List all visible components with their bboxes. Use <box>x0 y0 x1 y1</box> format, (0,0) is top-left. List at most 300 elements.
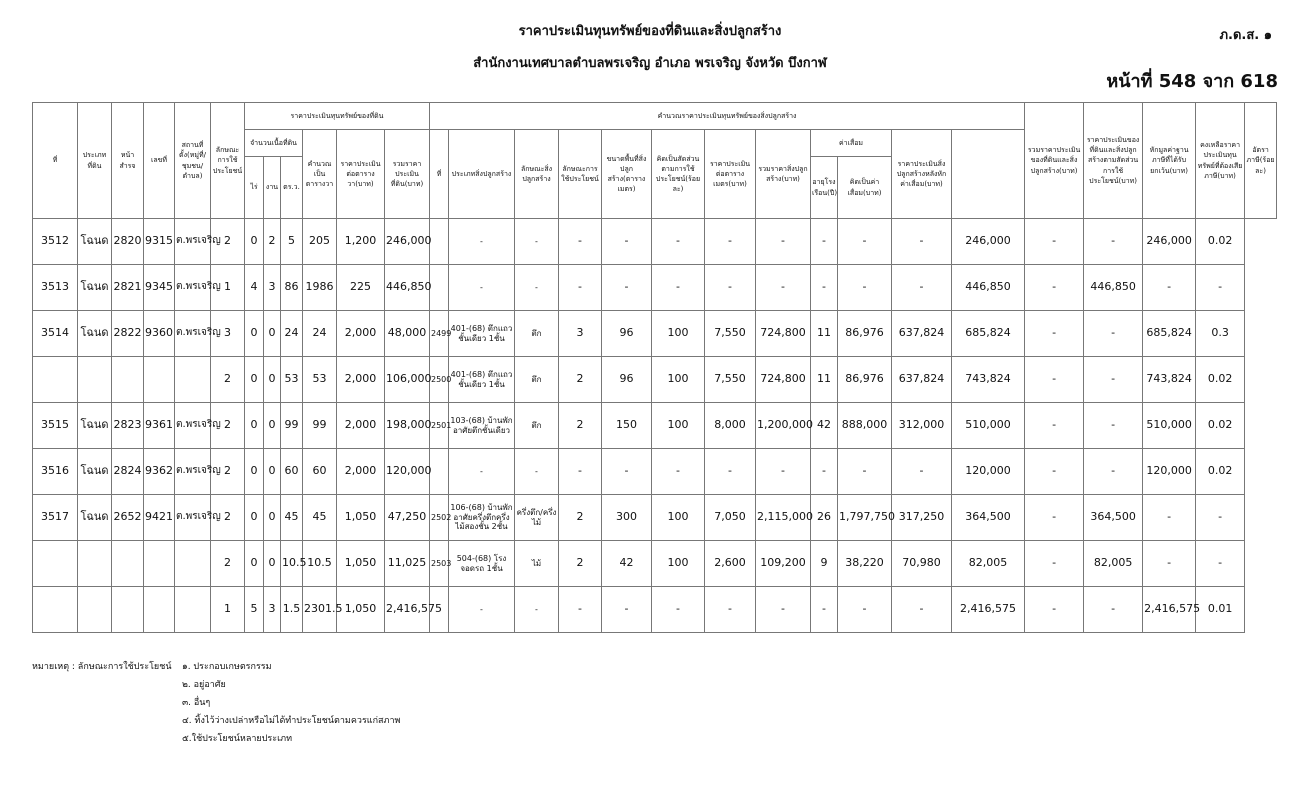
cell-barea: 42 <box>602 541 652 587</box>
cell-location: ต.พรเจริญ <box>175 219 211 265</box>
cell-age: 11 <box>811 357 838 403</box>
cell-exempt: - <box>1084 449 1143 495</box>
cell-btotal: 724,800 <box>756 357 811 403</box>
cell-bchar: ไม้ <box>515 541 559 587</box>
cell-barea: 300 <box>602 495 652 541</box>
cell-ngan: 3 <box>264 265 281 311</box>
cell-age: 9 <box>811 541 838 587</box>
cell-wa: 45 <box>281 495 303 541</box>
cell-ppw: 1,050 <box>337 541 385 587</box>
cell-taxable: 120,000 <box>1143 449 1196 495</box>
cell-exempt: 446,850 <box>1084 265 1143 311</box>
cell-barea: - <box>602 587 652 633</box>
cell-grand: 510,000 <box>952 403 1025 449</box>
cell-wa: 53 <box>281 357 303 403</box>
col-header-page: หน้าสำรจ <box>112 103 144 219</box>
cell-btype: - <box>449 219 515 265</box>
cell-pct: 100 <box>652 311 705 357</box>
cell-location: ต.พรเจริญ <box>175 265 211 311</box>
cell-exempt: 82,005 <box>1084 541 1143 587</box>
cell-barea: - <box>602 219 652 265</box>
cell-dep: 38,220 <box>838 541 892 587</box>
cell-wa: 10.5 <box>281 541 303 587</box>
cell-btotal: 109,200 <box>756 541 811 587</box>
cell-exempt: - <box>1084 357 1143 403</box>
cell-land-total: 120,000 <box>385 449 430 495</box>
cell-no: 3512 <box>33 219 78 265</box>
cell-busage: 2 <box>559 495 602 541</box>
cell-deed: 9421 <box>144 495 175 541</box>
col-header-after-dep: ราคาประเมินสิ่งปลูกสร้างหลังหักค่าเสื่อม(บาท) <box>892 130 952 219</box>
cell-ppsqm: - <box>705 219 756 265</box>
note-item: ๒. อยู่อาศัย <box>182 680 226 690</box>
cell-age: - <box>811 265 838 311</box>
cell-sqwa: 53 <box>303 357 337 403</box>
cell-age: - <box>811 219 838 265</box>
cell-usage: 2 <box>211 403 245 449</box>
col-header-price-per-wa: ราคาประเมินต่อตารางวา(บาท) <box>337 130 385 219</box>
cell-rai: 0 <box>245 495 264 541</box>
group-header-land-area: จำนวนเนื้อที่ดิน <box>245 130 303 157</box>
cell-barea: - <box>602 265 652 311</box>
cell-busage: 2 <box>559 541 602 587</box>
note-item: ๔. ทิ้งไว้ว่างเปล่าหรือไม่ได้ทำประโยชน์ตามควรแก่สภาพ <box>182 716 401 726</box>
cell-exempt: - <box>1084 587 1143 633</box>
table-row <box>33 311 1277 357</box>
cell-no: 3515 <box>33 403 78 449</box>
cell-page <box>112 541 144 587</box>
cell-rate: - <box>1196 541 1245 587</box>
cell-rai: 0 <box>245 219 264 265</box>
cell-dep: 86,976 <box>838 357 892 403</box>
col-header-bldg-type: ประเภทสิ่งปลูกสร้าง <box>449 130 515 219</box>
cell-deed: 9360 <box>144 311 175 357</box>
cell-ppsqm: 7,550 <box>705 357 756 403</box>
cell-ngan: 0 <box>264 403 281 449</box>
cell-ratio: - <box>1025 495 1084 541</box>
cell-rate: 0.02 <box>1196 449 1245 495</box>
cell-ngan: 0 <box>264 495 281 541</box>
col-header-ngan: งาน <box>264 157 281 219</box>
cell-bno <box>430 449 449 495</box>
cell-pct: - <box>652 587 705 633</box>
cell-wa: 86 <box>281 265 303 311</box>
cell-page: 2821 <box>112 265 144 311</box>
cell-page <box>112 587 144 633</box>
cell-location: ต.พรเจริญ <box>175 311 211 357</box>
table-row <box>33 495 1277 541</box>
document-title: ราคาประเมินทุนทรัพย์ของที่ดินและสิ่งปลูกสร้าง <box>518 24 782 39</box>
cell-bno <box>430 265 449 311</box>
cell-land-type: โฉนด <box>78 311 112 357</box>
cell-land-type: โฉนด <box>78 219 112 265</box>
cell-land-type: โฉนด <box>78 265 112 311</box>
cell-taxable: 743,824 <box>1143 357 1196 403</box>
cell-ratio: - <box>1025 357 1084 403</box>
cell-dep: - <box>838 449 892 495</box>
cell-ratio: - <box>1025 587 1084 633</box>
cell-usage: 1 <box>211 265 245 311</box>
cell-exempt: 364,500 <box>1084 495 1143 541</box>
cell-bchar: ตึก <box>515 311 559 357</box>
cell-bchar: ครึ่งตึก/ครึ่งไม้ <box>515 495 559 541</box>
col-header-age: อายุโรงเรือน(ปี) <box>811 157 838 219</box>
col-header-bldg-char: ลักษณะสิ่งปลูกสร้าง <box>515 130 559 219</box>
cell-rate: 0.01 <box>1196 587 1245 633</box>
cell-rai: 0 <box>245 357 264 403</box>
cell-deed <box>144 357 175 403</box>
cell-btotal: 2,115,000 <box>756 495 811 541</box>
cell-ngan: 2 <box>264 219 281 265</box>
cell-land-type <box>78 541 112 587</box>
cell-barea: 96 <box>602 311 652 357</box>
cell-rai: 0 <box>245 541 264 587</box>
cell-land-total: 246,000 <box>385 219 430 265</box>
notes-section <box>32 658 400 748</box>
cell-grand: 743,824 <box>952 357 1025 403</box>
cell-after: 70,980 <box>892 541 952 587</box>
cell-after: 637,824 <box>892 357 952 403</box>
col-header-grand-total: รวมราคาประเมินของที่ดินและสิ่งปลูกสร้าง(บาท) <box>1025 103 1084 219</box>
cell-ppw: 225 <box>337 265 385 311</box>
cell-btotal: - <box>756 587 811 633</box>
cell-bno: 2502 <box>430 495 449 541</box>
cell-page <box>112 357 144 403</box>
cell-after: 317,250 <box>892 495 952 541</box>
cell-after: 312,000 <box>892 403 952 449</box>
cell-grand: 82,005 <box>952 541 1025 587</box>
cell-ratio: - <box>1025 219 1084 265</box>
note-item: ๑. ประกอบเกษตรกรรม <box>182 662 272 672</box>
cell-age: 42 <box>811 403 838 449</box>
cell-after: 637,824 <box>892 311 952 357</box>
cell-deed <box>144 541 175 587</box>
cell-sqwa: 2301.5 <box>303 587 337 633</box>
cell-deed: 9315 <box>144 219 175 265</box>
cell-land-total: 2,416,575 <box>385 587 430 633</box>
cell-ratio: - <box>1025 449 1084 495</box>
cell-busage: 3 <box>559 311 602 357</box>
cell-pct: 100 <box>652 403 705 449</box>
cell-location <box>175 587 211 633</box>
cell-bno: 2503 <box>430 541 449 587</box>
cell-btotal: - <box>756 265 811 311</box>
cell-bchar: - <box>515 219 559 265</box>
cell-land-type <box>78 357 112 403</box>
cell-page: 2820 <box>112 219 144 265</box>
cell-btype: 401-(68) ตึกแถวชั้นเดียว 1ชั้น <box>449 311 515 357</box>
cell-ppw: 2,000 <box>337 449 385 495</box>
col-header-taxable: คงเหลือราคาประเมินทุนทรัพย์ที่ต้องเสียภาษี(บาท) <box>1196 103 1245 219</box>
cell-ngan: 0 <box>264 449 281 495</box>
cell-busage: 2 <box>559 357 602 403</box>
cell-deed: 9345 <box>144 265 175 311</box>
cell-ngan: 0 <box>264 311 281 357</box>
col-header-exemption: หักมูลค่าฐานภาษีที่ได้รับยกเว้น(บาท) <box>1143 103 1196 219</box>
cell-pct: - <box>652 265 705 311</box>
cell-no <box>33 541 78 587</box>
cell-rate: - <box>1196 265 1245 311</box>
cell-busage: - <box>559 265 602 311</box>
cell-btype: - <box>449 265 515 311</box>
cell-land-type: โฉนด <box>78 449 112 495</box>
cell-busage: - <box>559 587 602 633</box>
col-header-location: สถานที่ตั้ง(หมู่ที่/ชุมชน/ตำบล) <box>175 103 211 219</box>
cell-land-total: 48,000 <box>385 311 430 357</box>
cell-btype: 106-(68) บ้านพักอาศัยครึ่งตึกครึ่งไม้สองชั้น 2ชั้น <box>449 495 515 541</box>
page-info: หน้าที่ 548 จาก 618 <box>1106 71 1278 92</box>
cell-taxable: - <box>1143 541 1196 587</box>
cell-age: - <box>811 587 838 633</box>
cell-usage: 1 <box>211 587 245 633</box>
cell-dep: 1,797,750 <box>838 495 892 541</box>
cell-sqwa: 60 <box>303 449 337 495</box>
cell-location <box>175 357 211 403</box>
cell-btotal: - <box>756 219 811 265</box>
cell-ppw: 1,050 <box>337 495 385 541</box>
cell-barea: 150 <box>602 403 652 449</box>
cell-location: ต.พรเจริญ <box>175 449 211 495</box>
cell-wa: 99 <box>281 403 303 449</box>
cell-taxable: 2,416,575 <box>1143 587 1196 633</box>
col-header-price-per-sqm: ราคาประเมินต่อตารางเมตร(บาท) <box>705 130 756 219</box>
cell-sqwa: 99 <box>303 403 337 449</box>
assessment-table <box>32 102 1277 633</box>
cell-page: 2822 <box>112 311 144 357</box>
cell-btype: - <box>449 587 515 633</box>
cell-rai: 5 <box>245 587 264 633</box>
cell-dep: 86,976 <box>838 311 892 357</box>
group-header-building: คำนวณราคาประเมินทุนทรัพย์ของสิ่งปลูกสร้าง <box>430 103 1025 130</box>
cell-no: 3513 <box>33 265 78 311</box>
cell-wa: 5 <box>281 219 303 265</box>
cell-land-total: 11,025 <box>385 541 430 587</box>
cell-rate: 0.02 <box>1196 219 1245 265</box>
cell-land-total: 47,250 <box>385 495 430 541</box>
cell-ppsqm: 7,550 <box>705 311 756 357</box>
cell-ppsqm: - <box>705 587 756 633</box>
cell-taxable: 685,824 <box>1143 311 1196 357</box>
cell-dep: - <box>838 587 892 633</box>
cell-pct: 100 <box>652 541 705 587</box>
cell-no <box>33 587 78 633</box>
cell-ngan: 0 <box>264 541 281 587</box>
cell-ratio: - <box>1025 265 1084 311</box>
col-header-percent: คิดเป็นสัดส่วนตามการใช้ประโยชน์(ร้อยละ) <box>652 130 705 219</box>
col-header-sqwa: คำนวณเป็นตารางวา <box>303 130 337 219</box>
cell-barea: - <box>602 449 652 495</box>
cell-ppw: 1,050 <box>337 587 385 633</box>
cell-barea: 96 <box>602 357 652 403</box>
cell-land-type: โฉนด <box>78 495 112 541</box>
cell-sqwa: 1986 <box>303 265 337 311</box>
table-row <box>33 587 1277 633</box>
cell-pct: 100 <box>652 495 705 541</box>
cell-page: 2824 <box>112 449 144 495</box>
cell-bno: 2501 <box>430 403 449 449</box>
cell-busage: - <box>559 449 602 495</box>
group-header-depreciation: ค่าเสื่อม <box>811 130 892 157</box>
cell-rate: 0.3 <box>1196 311 1245 357</box>
cell-dep: - <box>838 265 892 311</box>
cell-location: ต.พรเจริญ <box>175 495 211 541</box>
cell-sqwa: 205 <box>303 219 337 265</box>
cell-usage: 2 <box>211 541 245 587</box>
cell-wa: 1.5 <box>281 587 303 633</box>
cell-ppw: 1,200 <box>337 219 385 265</box>
cell-ppsqm: - <box>705 449 756 495</box>
cell-age: 26 <box>811 495 838 541</box>
col-header-deed: เลขที่ <box>144 103 175 219</box>
cell-taxable: - <box>1143 495 1196 541</box>
col-header-land-total: รวมราคาประเมินที่ดิน(บาท) <box>385 130 430 219</box>
document-subtitle: สำนักงานเทศบาลตำบลพรเจริญ อำเภอ พรเจริญ จังหวัด บึงกาฬ <box>473 56 827 71</box>
cell-btype: 103-(68) บ้านพักอาศัยตึกชั้นเดียว <box>449 403 515 449</box>
cell-btype: - <box>449 449 515 495</box>
cell-land-total: 106,000 <box>385 357 430 403</box>
cell-bchar: - <box>515 265 559 311</box>
table-row <box>33 403 1277 449</box>
col-header-bldg-no: ที่ <box>430 130 449 219</box>
cell-age: 11 <box>811 311 838 357</box>
cell-rai: 0 <box>245 403 264 449</box>
cell-ppw: 2,000 <box>337 403 385 449</box>
cell-ratio: - <box>1025 403 1084 449</box>
col-header-no: ที่ <box>33 103 78 219</box>
cell-exempt: - <box>1084 219 1143 265</box>
cell-land-type <box>78 587 112 633</box>
cell-ppw: 2,000 <box>337 311 385 357</box>
cell-sqwa: 45 <box>303 495 337 541</box>
table-body <box>33 219 1277 633</box>
cell-ppsqm: - <box>705 265 756 311</box>
cell-taxable: - <box>1143 265 1196 311</box>
cell-ppsqm: 2,600 <box>705 541 756 587</box>
cell-rate: 0.02 <box>1196 403 1245 449</box>
cell-ppsqm: 8,000 <box>705 403 756 449</box>
cell-page: 2652 <box>112 495 144 541</box>
cell-after: - <box>892 449 952 495</box>
cell-wa: 24 <box>281 311 303 357</box>
col-header-rai: ไร่ <box>245 157 264 219</box>
cell-bno <box>430 219 449 265</box>
cell-no: 3514 <box>33 311 78 357</box>
col-header-land-type: ประเภทที่ดิน <box>78 103 112 219</box>
cell-bchar: - <box>515 449 559 495</box>
table-row <box>33 219 1277 265</box>
cell-grand: 446,850 <box>952 265 1025 311</box>
cell-wa: 60 <box>281 449 303 495</box>
cell-no: 3517 <box>33 495 78 541</box>
cell-after: - <box>892 587 952 633</box>
col-header-bldg-usage: ลักษณะการใช้ประโยชน์ <box>559 130 602 219</box>
cell-ngan: 0 <box>264 357 281 403</box>
cell-ppw: 2,000 <box>337 357 385 403</box>
cell-land-type: โฉนด <box>78 403 112 449</box>
cell-usage: 3 <box>211 311 245 357</box>
table-row <box>33 357 1277 403</box>
cell-rate: - <box>1196 495 1245 541</box>
cell-rai: 0 <box>245 449 264 495</box>
cell-after: - <box>892 265 952 311</box>
cell-location <box>175 541 211 587</box>
cell-exempt: - <box>1084 311 1143 357</box>
cell-usage: 2 <box>211 495 245 541</box>
cell-sqwa: 24 <box>303 311 337 357</box>
table-row <box>33 265 1277 311</box>
cell-btype: 401-(68) ตึกแถวชั้นเดียว 1ชั้น <box>449 357 515 403</box>
cell-land-total: 446,850 <box>385 265 430 311</box>
cell-deed <box>144 587 175 633</box>
cell-btotal: - <box>756 449 811 495</box>
cell-bchar: ตึก <box>515 357 559 403</box>
cell-ppsqm: 7,050 <box>705 495 756 541</box>
cell-bno: 2500 <box>430 357 449 403</box>
cell-rai: 4 <box>245 265 264 311</box>
cell-no: 3516 <box>33 449 78 495</box>
cell-grand: 246,000 <box>952 219 1025 265</box>
cell-page: 2823 <box>112 403 144 449</box>
cell-grand: 2,416,575 <box>952 587 1025 633</box>
cell-pct: - <box>652 219 705 265</box>
table-row <box>33 541 1277 587</box>
cell-exempt: - <box>1084 403 1143 449</box>
cell-sqwa: 10.5 <box>303 541 337 587</box>
col-header-bldg-total: รวมราคาสิ่งปลูกสร้าง(บาท) <box>756 130 811 219</box>
cell-age: - <box>811 449 838 495</box>
cell-ratio: - <box>1025 541 1084 587</box>
col-header-wa: ตร.ว. <box>281 157 303 219</box>
cell-ngan: 3 <box>264 587 281 633</box>
cell-btotal: 724,800 <box>756 311 811 357</box>
cell-deed: 9361 <box>144 403 175 449</box>
cell-location: ต.พรเจริญ <box>175 403 211 449</box>
cell-btotal: 1,200,000 <box>756 403 811 449</box>
cell-taxable: 510,000 <box>1143 403 1196 449</box>
cell-usage: 2 <box>211 219 245 265</box>
cell-bchar: ตึก <box>515 403 559 449</box>
cell-ratio: - <box>1025 311 1084 357</box>
col-header-ratio-price: ราคาประเมินของที่ดินและสิ่งปลูกสร้างตามสัดส่วนการใช้ประโยชน์(บาท) <box>1084 103 1143 219</box>
note-item: ๕.ใช้ประโยชน์หลายประเภท <box>182 734 293 744</box>
col-header-tax-rate: อัตราภาษี(ร้อยละ) <box>1245 103 1277 219</box>
cell-bno: 2499 <box>430 311 449 357</box>
form-code: ภ.ด.ส. ๑ <box>1219 28 1272 43</box>
cell-grand: 120,000 <box>952 449 1025 495</box>
cell-grand: 685,824 <box>952 311 1025 357</box>
cell-pct: - <box>652 449 705 495</box>
cell-usage: 2 <box>211 357 245 403</box>
cell-busage: - <box>559 219 602 265</box>
table-row <box>33 449 1277 495</box>
cell-usage: 2 <box>211 449 245 495</box>
cell-deed: 9362 <box>144 449 175 495</box>
cell-dep: - <box>838 219 892 265</box>
col-header-bldg-area: ขนาดพื้นที่สิ่งปลูกสร้าง(ตารางเมตร) <box>602 130 652 219</box>
cell-bchar: - <box>515 587 559 633</box>
table-header <box>33 103 1277 219</box>
col-header-usage: ลักษณะการใช้ประโยชน์ <box>211 103 245 219</box>
cell-land-total: 198,000 <box>385 403 430 449</box>
cell-btype: 504-(68) โรงจอดรถ 1ชั้น <box>449 541 515 587</box>
cell-no <box>33 357 78 403</box>
cell-taxable: 246,000 <box>1143 219 1196 265</box>
cell-rate: 0.02 <box>1196 357 1245 403</box>
cell-pct: 100 <box>652 357 705 403</box>
notes-label: หมายเหตุ : ลักษณะการใช้ประโยชน์ <box>32 662 172 672</box>
col-header-dep-amount: คิดเป็นค่าเสื่อม(บาท) <box>838 157 892 219</box>
cell-rai: 0 <box>245 311 264 357</box>
